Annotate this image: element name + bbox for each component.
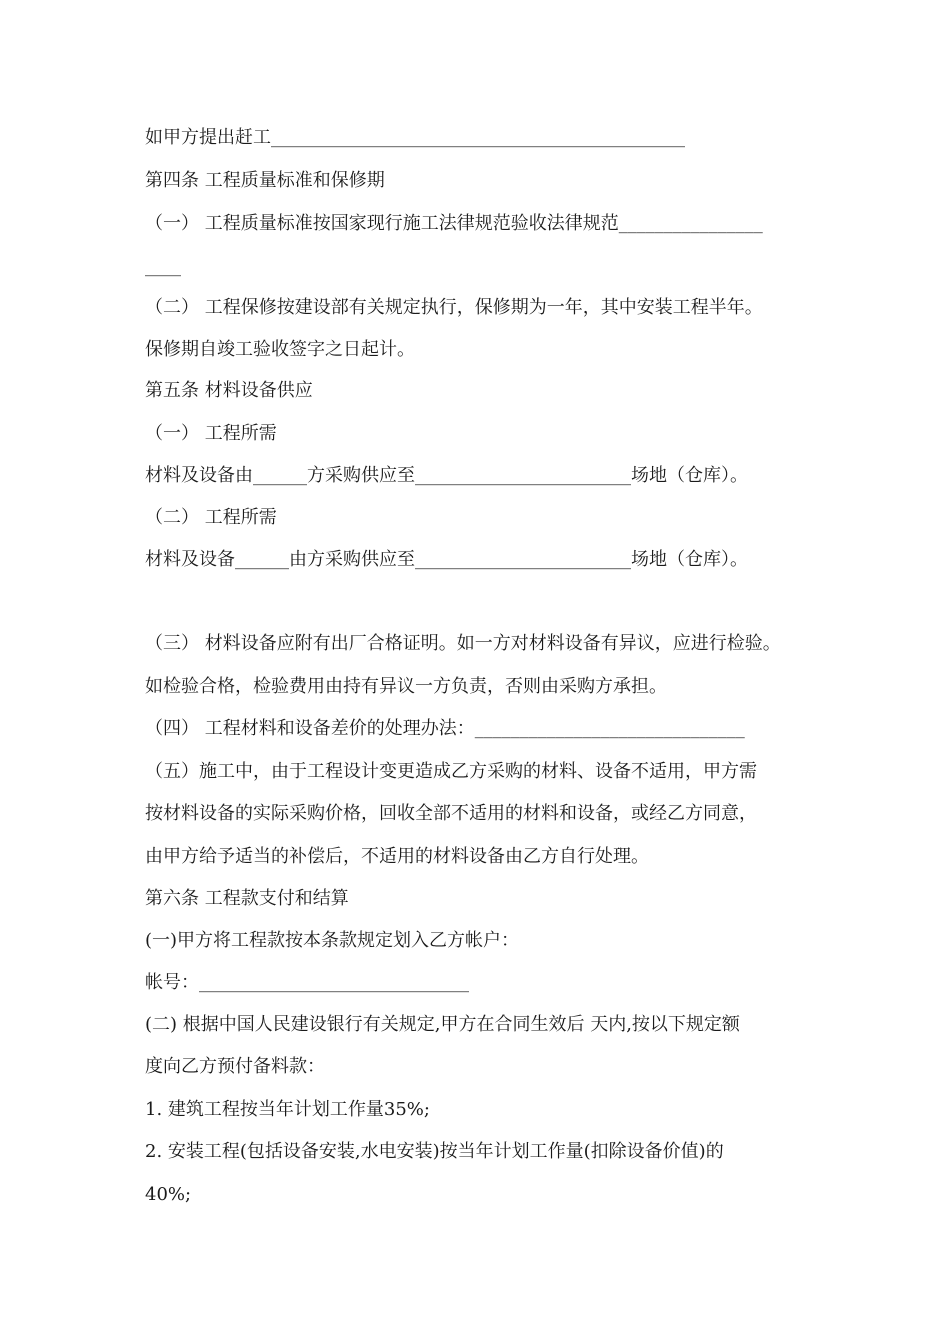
text-line-price-difference: （四） 工程材料和设备差价的处理办法：______________________________: [145, 718, 745, 739]
text-line-item-1: 1. 建筑工程按当年计划工作量35%;: [145, 1099, 430, 1120]
text-line-item-2: 2. 安装工程(包括设备安装,水电安装)按当年计划工作量(扣除设备价值)的: [145, 1141, 724, 1162]
text-line-supply-1-detail: 材料及设备由______方采购供应至________________________场地（仓库）。: [145, 465, 748, 486]
text-line-rush-work: 如甲方提出赶工______________________________________________: [145, 127, 685, 148]
text-line-quality-standard: （一） 工程质量标准按国家现行施工法律规范验收法律规范________________: [145, 213, 763, 234]
text-line-blank-continuation: ____: [145, 256, 181, 277]
article-6-heading: 第六条 工程款支付和结算: [145, 888, 349, 909]
text-line-supply-2-label: （二） 工程所需: [145, 507, 277, 528]
text-line-warranty: （二） 工程保修按建设部有关规定执行，保修期为一年，其中安装工程半年。: [145, 297, 763, 318]
text-line-design-change-3: 由甲方给予适当的补偿后，不适用的材料设备由乙方自行处理。: [145, 846, 649, 867]
text-line-certificate: （三） 材料设备应附有出厂合格证明。如一方对材料设备有异议，应进行检验。: [145, 633, 781, 654]
article-5-heading: 第五条 材料设备供应: [145, 380, 313, 401]
text-line-inspection-cost: 如检验合格，检验费用由持有异议一方负责，否则由采购方承担。: [145, 676, 667, 697]
text-line-account-number: 帐号：______________________________: [145, 972, 469, 993]
text-line-advance-payment-1: (二) 根据中国人民建设银行有关规定,甲方在合同生效后 天内,按以下规定额: [145, 1014, 740, 1035]
text-line-advance-payment-2: 度向乙方预付备料款：: [145, 1056, 325, 1077]
text-line-supply-1-label: （一） 工程所需: [145, 423, 277, 444]
text-line-design-change-2: 按材料设备的实际采购价格，回收全部不适用的材料和设备，或经乙方同意，: [145, 803, 757, 824]
text-line-warranty-start: 保修期自竣工验收签字之日起计。: [145, 339, 415, 360]
text-line-payment-account: (一)甲方将工程款按本条款规定划入乙方帐户：: [145, 930, 520, 951]
text-line-item-2-continuation: 40%;: [145, 1184, 192, 1205]
article-4-heading: 第四条 工程质量标准和保修期: [145, 170, 385, 191]
text-line-supply-2-detail: 材料及设备______由方采购供应至________________________场地（仓库）。: [145, 549, 748, 570]
text-line-design-change-1: （五）施工中，由于工程设计变更造成乙方采购的材料、设备不适用，甲方需: [145, 761, 757, 782]
